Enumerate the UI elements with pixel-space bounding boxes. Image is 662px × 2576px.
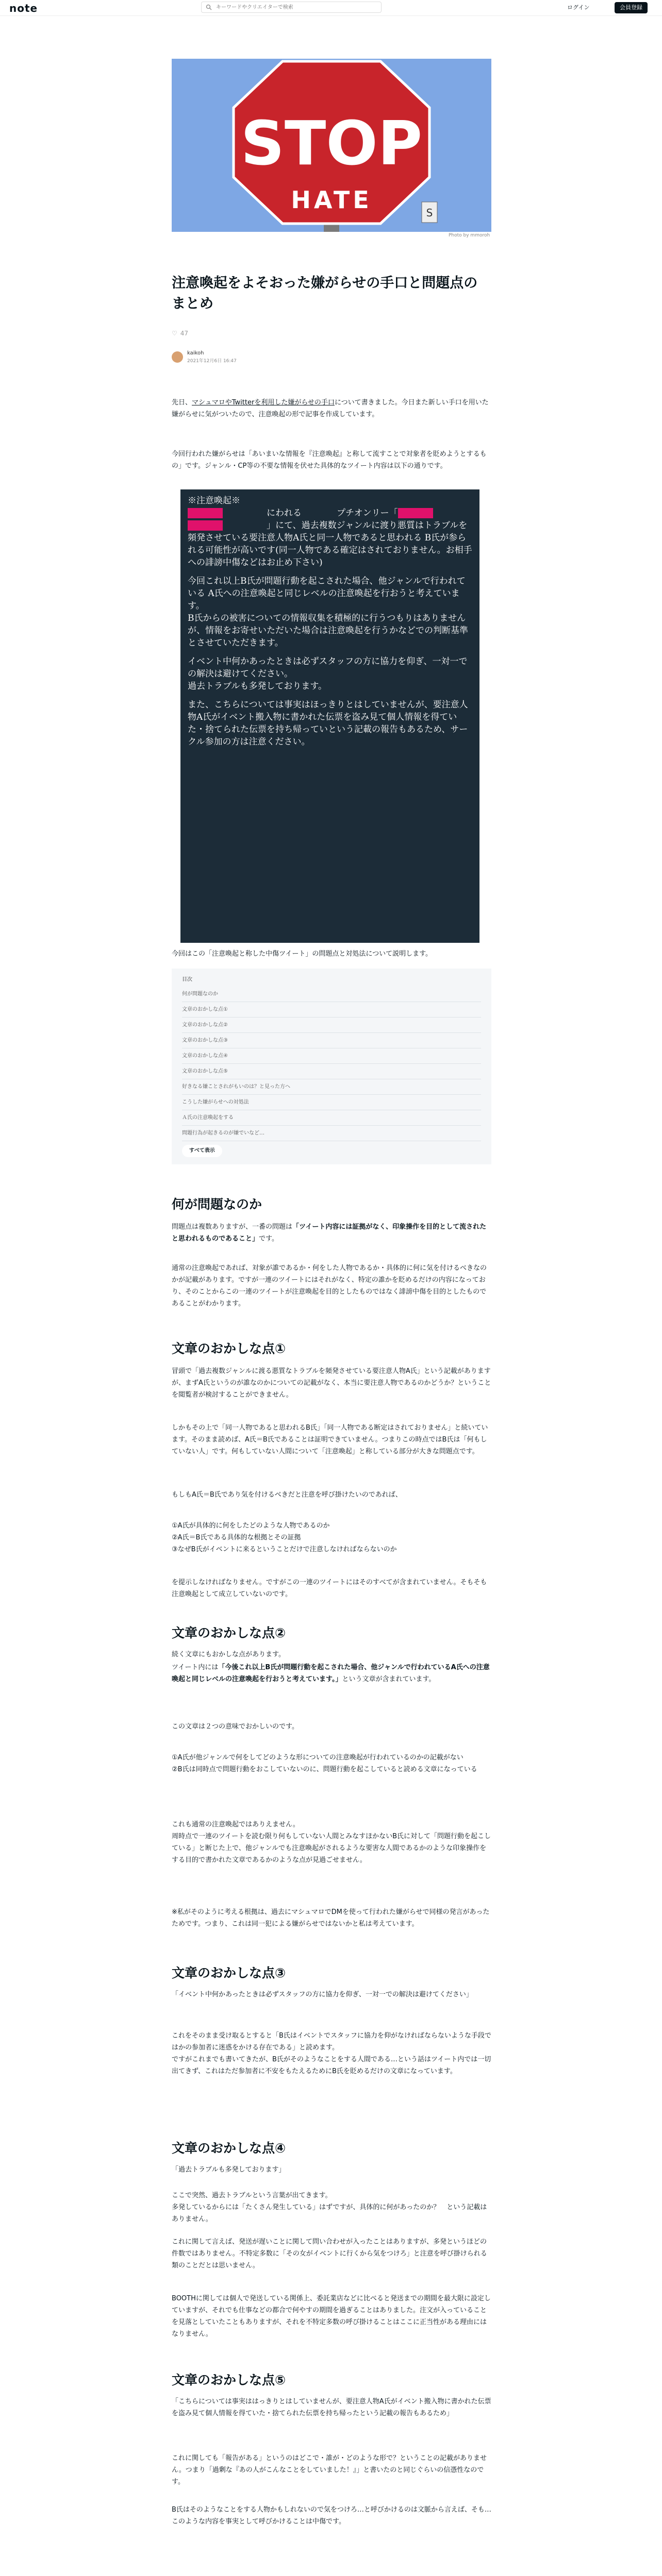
section-para: これをそのまま受け取るとすると「B氏はイベントでスタッフに協力を仰がなければならないような手段ではかの参加者に迷惑をかける存在である」と読めます。 ですがこれまでも書いてきたが、B氏がそのようなことをする人間である…という話はツイート内では一切出てきず、これはただ参加者に不安をもたえるためにB氏を貶めるだけの文章になっています。	[172, 2032, 491, 2075]
author-name[interactable]: kaikoh	[187, 350, 204, 356]
section-para: を提示しなければなりません。ですがこの一連のツイートにはそのすべてが含まれていません。そもそも注意喚起として成立していないのです。	[172, 1579, 487, 1598]
heart-icon[interactable]: ♡	[172, 330, 177, 337]
toc-title: 目次	[182, 977, 192, 982]
likes-row	[172, 330, 188, 337]
search-input[interactable]	[215, 4, 372, 11]
section-para: 冒頭で「過去複数ジャンルに渡る悪質なトラブルを頻発させている要注意人物A氏」という記載がありますが、まずA氏というのが誰なのかについての記載がなく、本当に要注意人物であるのかどうか？ということを閲覧者が検討することができません。	[172, 1367, 491, 1399]
table-of-contents	[172, 969, 491, 1164]
section-heading: 文章のおかしな点①	[172, 1341, 286, 1356]
toc-item[interactable]: 文章のおかしな点①	[182, 1003, 481, 1018]
section-para: ツイート内には「今後これ以上B氏が問題行動を起こされた場合、他ジャンルで行われているA氏への注意喚起と同じレベルの注意喚起を行おうと考えています。」という文章が含まれています。	[172, 1664, 490, 1683]
toc-item[interactable]: こうした嫌がらせへの対処法	[182, 1095, 481, 1110]
sign-hate-text: HATE	[291, 186, 372, 214]
likes-count: 47	[180, 330, 189, 337]
author-block[interactable]	[172, 350, 237, 364]
toc-item[interactable]: 文章のおかしな点②	[182, 1018, 481, 1033]
section-para: 通常の注意喚起であれば、対象が誰であるか・何をした人物であるか・具体的に何に気を付けるべきなのかが記載があります。ですが一連のツイートにはそれがなく、特定の誰かを貶めるだけの内容になっており、そのことからこの一連のツイートが注意喚起を目的としたものではなく誹謗中傷を目的としたものであることがわかります。	[172, 1264, 487, 1308]
section-para: 問題点は複数ありますが、一番の問題は「ツイート内容には証拠がなく、印象操作を目的として流されたと思われるものであること」です。	[172, 1223, 487, 1243]
section-heading: 文章のおかしな点③	[172, 1965, 286, 1980]
section-para: これに関して言えば、発送が遅いことに関して問い合わせが入ったことはありますが、多発というほどの件数ではありません。不特定多数に「その女がイベントに行くから気をつけろ」と注意を呼び掛けられる類のことだとは思いません。	[172, 2238, 487, 2269]
publish-date: 2021年12月6日 16:47	[187, 359, 237, 364]
after-notice-para: 今回はこの「注意喚起と称した中傷ツイート」の問題点と対処法について説明します。	[172, 950, 433, 958]
section-para: ①A氏が他ジャンルで何をしてどのような形についての注意喚起が行われているのかの記載がない ②B氏は同時点で問題行動をおこしていないのに、問題行動を起こしていると読める文章になっている	[172, 1754, 477, 1773]
photo-credit: Photo by mmoroh	[449, 233, 490, 238]
note-logo[interactable]: note	[9, 2, 38, 14]
section-para: これに関しても「報告がある」というのはどこで・誰が・どのような形で？ということの記載がありません。つまり「過剰な『あの人がこんなことをしていました！』」と書いたのと同じぐらいの信憑性なのです。	[172, 2454, 487, 2486]
toc-item[interactable]: 文章のおかしな点⑤	[182, 1064, 481, 1079]
article-title: 注意喚起をよそおった嫌がらせの手口と問題点のまとめ	[172, 275, 478, 312]
section-para: B氏はそのようなことをする人物かもしれないので気をつけろ…と呼びかけるのは文脈から言えば、そも…このような内容を事実として呼びかけることは中傷です。	[172, 2506, 491, 2526]
previous-article-link[interactable]: マシュマロやTwitterを利用した嫌がらせの手口	[192, 399, 335, 406]
hero-image	[172, 59, 491, 232]
toc-item[interactable]: Ａ氏の注意喚起をする	[182, 1111, 481, 1126]
section-heading: 何が問題なのか	[172, 1197, 262, 1212]
login-link[interactable]: ログイン	[567, 4, 590, 11]
sign-stop-text: STOP	[240, 108, 423, 179]
svg-text:S: S	[426, 207, 433, 219]
section-para: 「過去トラブルも多発しております」	[172, 2166, 286, 2174]
toc-item[interactable]: 問題行為が起きるのが嫌でいなど…	[182, 1126, 481, 1141]
toc-show-all-button[interactable]: すべて表示	[182, 1145, 222, 1157]
toc-item[interactable]: 文章のおかしな点④	[182, 1049, 481, 1064]
intro-para-1: 先日、マシュマロやTwitterを利用した嫌がらせの手口について書きました。今日また新しい手口を用いた嫌がらせに気がついたので、注意喚起の形で記事を作成しています。	[172, 399, 489, 418]
toc-item[interactable]: 何が問題なのか	[182, 987, 481, 1002]
intro-para-2: 今回行われた嫌がらせは「あいまいな情報を『注意喚起』と称して流すことで対象者を貶めようとするもの」です。ジャンル・CP等の不要な情報を伏せた具体的なツイート内容は以下の通りです。	[172, 450, 487, 470]
signup-button[interactable]: 会員登録	[615, 2, 648, 13]
section-para: しかもその上で「同一人物であると思われるB氏」「同一人物である断定はされておりません」と続いています。そのまま読めば、A氏＝B氏であることは証明できていません。つまりこの時点ではB氏は「何もしていない人」です。何もしていない人間について「注意喚起」と称している部分が大きな問題点です。	[172, 1424, 488, 1455]
section-heading: 文章のおかしな点⑤	[172, 2372, 286, 2387]
site-header	[0, 0, 662, 16]
tweet-screenshot: ※注意喚起※ にわれる プチオンリー「 」にて、過去複数ジャンルに渡り悪質はトラブルを頻発させている要注意人物A氏と同一人物であると思われる B氏が参られる可能性が高いです(同一人物である確定はされておりません。お相手への誹謗中傷などはお止め下さい) 今回これ以上B氏が問題行動を起こされた場合、他ジャンルで行われている A氏への注意喚起と同じレベルの注意喚起を行おうと考えています。 B氏からの被害についての情報収集を積極的に行うつもりはありませんが、情報をお寄せいただいた場合は注意喚起を行うかなどでの判断基準とさせていただきます。 イベント中何かあったときは必ずスタッフの方に協力を仰ぎ、一対一での解決は避けてください。 過去トラブルも多発しております。 また、こちらについては事実はほっきりとはしていませんが、要注意人物A氏がイベント搬入物に書かれた伝票を盗み見て個人情報を得ていた・捨てられた伝票を持ち帰っていという記載の報告もあるため、サークル参加の方は注意ください。	[180, 489, 479, 943]
section-para: 「こちらについては事実ははっきりとはしていませんが、要注意人物A氏がイベント搬入物に書かれた伝票を盗み見て個人情報を得ていた・捨てられた伝票を持ち帰ったという記載の報告もあるため」	[172, 2398, 491, 2417]
section-para: ①A氏が具体的に何をしたどのような人物であるのか ②A氏＝B氏である具体的な根拠とその証拠 ③なぜB氏がイベントに来るということだけで注意しなければならないのか	[172, 1522, 397, 1553]
search-box[interactable]	[201, 2, 382, 13]
section-para: もしもA氏＝B氏であり気を付けるべきだと注意を呼び掛けたいのであれば、	[172, 1491, 402, 1499]
section-para: ※私がそのように考える根拠は、過去にマシュマロでDMを使って行われた嫌がらせで同様の発言があったためです。つまり、これは同一犯による嫌がらせではないかと私は考えています。	[172, 1908, 490, 1928]
section-para: 続く文章にもおかしな点があります。	[172, 1651, 285, 1658]
section-para: この文章は２つの意味でおかしいのです。	[172, 1723, 299, 1731]
search-icon	[206, 4, 212, 10]
toc-item[interactable]: 好きなる嫌ことされがもいのは？と見った方へ	[182, 1080, 481, 1095]
section-para: BOOTHに関しては個人で発送している関係上、委託業店などに比べると発送までの期間を最大限に設定していますが、それでも仕事などの都合で何やすの期間を過ぎることはありました。注文が入っていることを見落としていたこともありますが、それを不特定多数の呼び掛けることはここに正当性がある理由にはなりません。	[172, 2295, 491, 2338]
stop-sign-photo	[172, 59, 491, 232]
avatar[interactable]	[172, 351, 183, 363]
section-para: ここで突然、過去トラブルという言葉が出てきます。 多発しているからには「たくさん発生している」はずですが、具体的に何があったのか？ という記載はありません。	[172, 2192, 487, 2223]
toc-item[interactable]: 文章のおかしな点③	[182, 1033, 481, 1048]
section-heading: 文章のおかしな点④	[172, 2141, 286, 2156]
section-heading: 文章のおかしな点②	[172, 1625, 286, 1640]
section-para: 「イベント中何かあったときは必ずスタッフの方に協力を仰ぎ、一対一での解決は避けてください」	[172, 1991, 473, 1998]
section-para: これも通常の注意喚起ではありえません。 周時点で一連のツイートを読む限り何もしていない人間とみなすほかないB氏に対して「問題行動を起こしている」と断じた上で、他ジャンルでも注意喚起がされるような要害な人間であるかのような印象操作をする目的で書かれた文章であるかのような点が見過ごせません。	[172, 1821, 491, 1864]
